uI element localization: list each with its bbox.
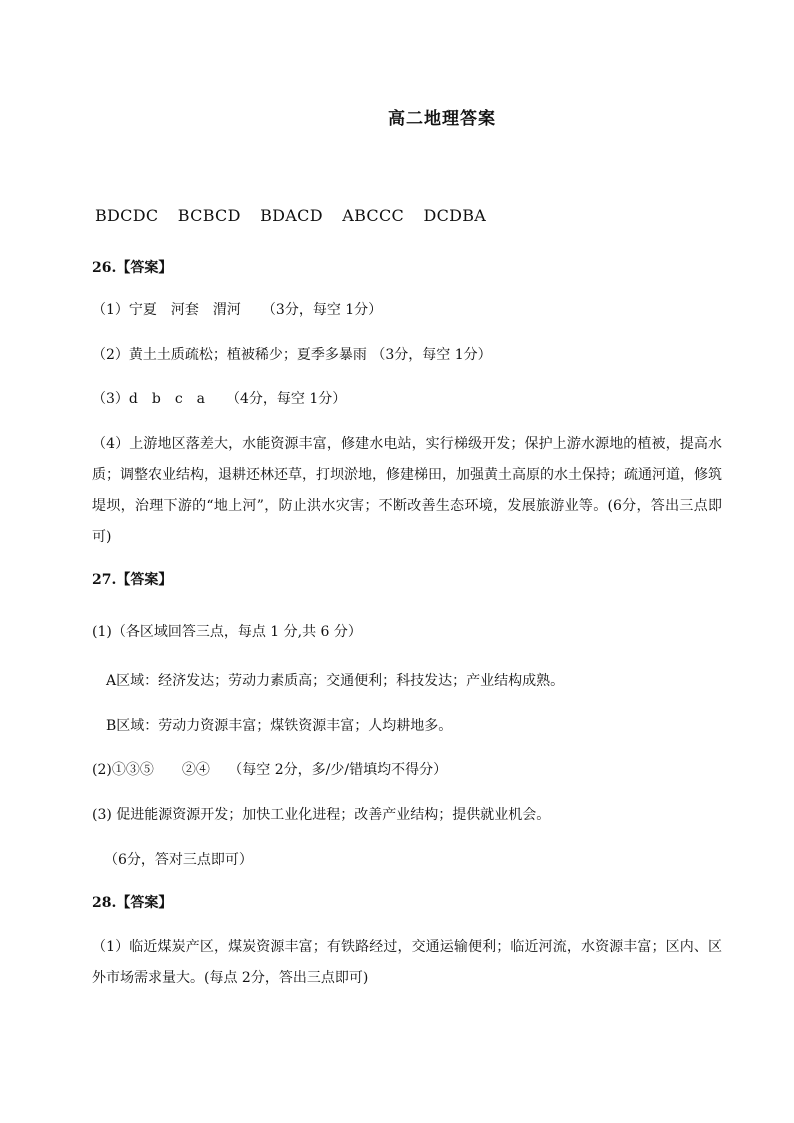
q26-part2: （2）黄土土质疏松；植被稀少；夏季多暴雨 （3分，每空 1分） bbox=[92, 347, 492, 363]
q26-part3: （3）d b c a （4分，每空 1分） bbox=[92, 391, 347, 407]
mc-group-3: BDACD bbox=[260, 206, 323, 225]
q28-heading: 28.【答案】 bbox=[92, 895, 173, 911]
mc-group-2: BCBCD bbox=[177, 206, 241, 225]
page-title: 高二地理答案 bbox=[388, 109, 496, 129]
multiple-choice-answers bbox=[95, 206, 500, 225]
mc-group-5: DCDBA bbox=[423, 206, 487, 225]
q28-part1: （1）临近煤炭产区，煤炭资源丰富；有铁路经过，交通运输便利；临近河流，水资源丰富；区内、区外市场需求量大。(每点 2分，答出三点即可) bbox=[92, 939, 722, 986]
q27-part1: (1)（各区域回答三点，每点 1 分,共 6 分） bbox=[92, 624, 362, 640]
q27-part1-region-a: A区域：经济发达；劳动力素质高；交通便利；科技发达；产业结构成熟。 bbox=[106, 673, 565, 689]
q26-heading: 26.【答案】 bbox=[92, 260, 173, 276]
q27-heading: 27.【答案】 bbox=[92, 572, 173, 588]
mc-group-1: BDCDC bbox=[95, 206, 159, 225]
q27-part2: (2)①③⑤ ②④ （每空 2分，多/少/错填均不得分） bbox=[92, 762, 448, 778]
q26-part4: （4）上游地区落差大，水能资源丰富，修建水电站，实行梯级开发；保护上游水源地的植被，提高水质；调整农业结构，退耕还林还草，打坝淤地，修建梯田，加强黄土高原的水土保持；疏通河道，修筑堤坝，治理下游的“地上河”，防止洪水灾害；不断改善生态环境，发展旅游业等。(6分，答出三点即可) bbox=[92, 436, 722, 545]
q27-part3: (3) 促进能源资源开发；加快工业化进程；改善产业结构；提供就业机会。 bbox=[92, 807, 551, 823]
q26-part1: （1）宁夏 河套 渭河 （3分，每空 1分） bbox=[92, 302, 383, 318]
q27-part1-region-b: B区域：劳动力资源丰富；煤铁资源丰富；人均耕地多。 bbox=[106, 718, 453, 734]
q27-part3-note: （6分，答对三点即可） bbox=[104, 852, 253, 868]
mc-group-4: ABCCC bbox=[342, 206, 405, 225]
